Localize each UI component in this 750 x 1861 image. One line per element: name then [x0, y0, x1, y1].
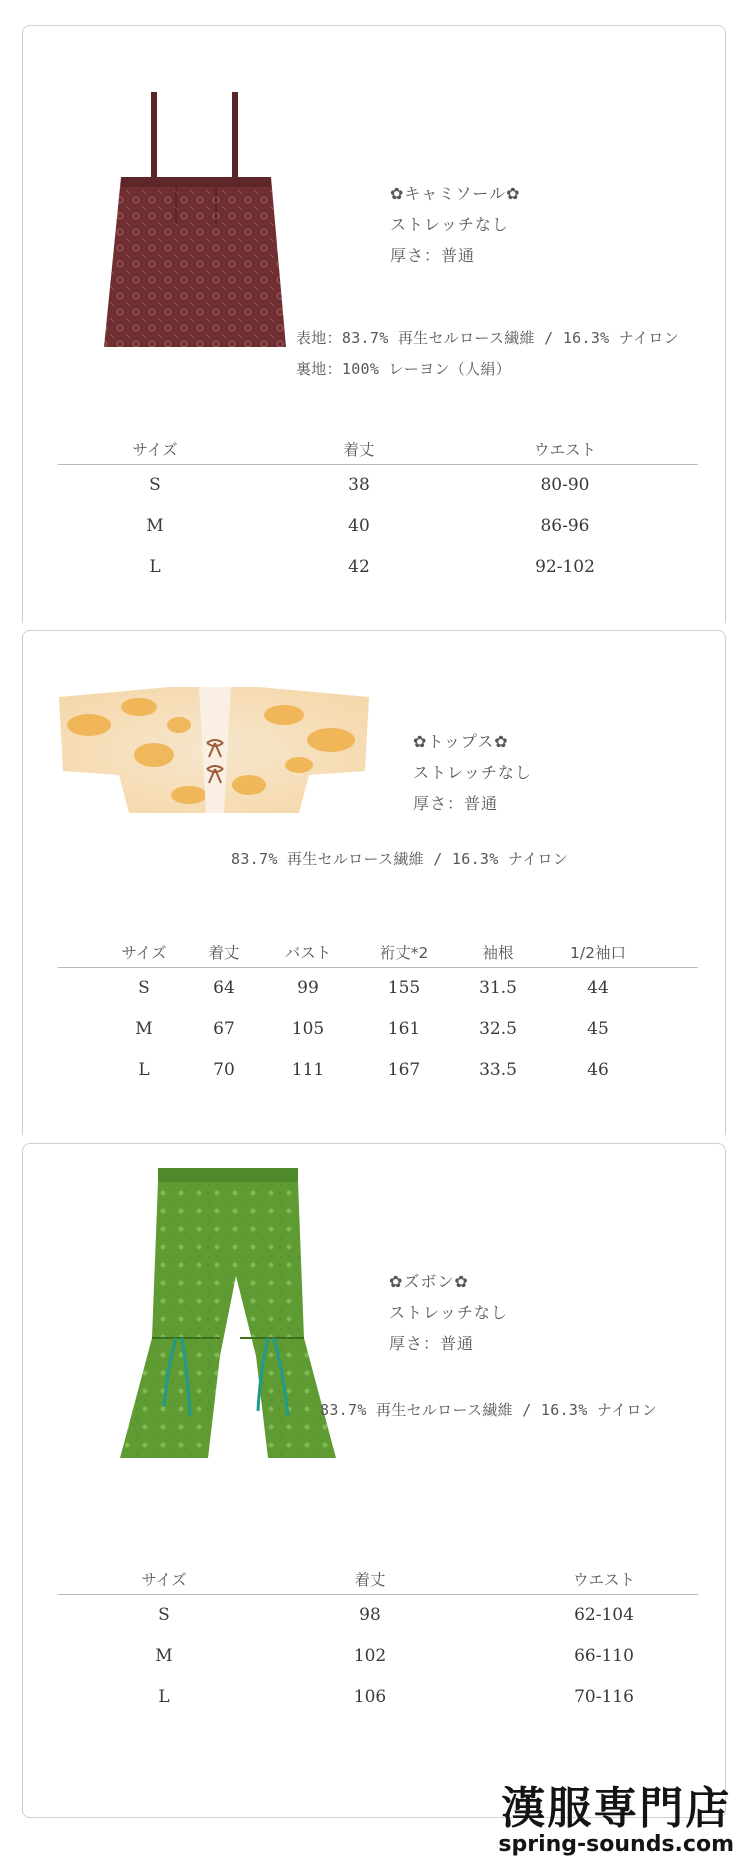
cell-length: 106 [353, 1687, 387, 1707]
cell-waist: 86-96 [540, 516, 590, 536]
camisole-fabric-outer: 表地：83.7% 再生セルロース繊維 / 16.3% ナイロン [296, 329, 679, 347]
cell-bust: 99 [297, 978, 319, 998]
table-row [58, 1677, 698, 1718]
cell-sleeve-length: 167 [387, 1060, 421, 1080]
tops-size-table [58, 941, 698, 1091]
cell-length: 67 [213, 1019, 235, 1039]
cell-size: S [149, 475, 161, 495]
header-cuff: 1/2袖口 [570, 944, 626, 962]
cell-length: 42 [348, 557, 370, 577]
cell-length: 64 [213, 978, 235, 998]
tops-card [22, 630, 726, 1135]
cell-waist: 80-90 [540, 475, 590, 495]
table-row [58, 1050, 698, 1091]
cell-cuff: 44 [587, 978, 609, 998]
tops-image [59, 685, 369, 825]
cell-size: S [158, 1605, 170, 1625]
cell-armhole: 31.5 [479, 978, 517, 998]
cell-sleeve-length: 161 [387, 1019, 421, 1039]
table-row [58, 506, 698, 547]
table-row [58, 1009, 698, 1050]
camisole-thickness: 厚さ：普通 [390, 246, 476, 265]
table-header [58, 1568, 698, 1595]
table-header [58, 941, 698, 968]
table-header [58, 438, 698, 465]
cell-size: L [158, 1687, 170, 1707]
header-sleeve-length: 裄丈*2 [379, 944, 429, 962]
header-waist: ウエスト [533, 441, 597, 459]
cell-length: 70 [213, 1060, 235, 1080]
shop-url: spring-sounds.com [498, 1832, 734, 1857]
camisole-fabric-lining: 裏地：100% レーヨン（人絹） [296, 360, 511, 378]
camisole-size-table [58, 438, 698, 588]
header-length: 着丈 [343, 441, 375, 459]
cell-waist: 92-102 [535, 557, 595, 577]
cell-cuff: 45 [587, 1019, 609, 1039]
camisole-image [96, 64, 296, 354]
header-size: サイズ [141, 1571, 187, 1589]
header-armhole: 袖根 [482, 944, 514, 962]
cell-waist: 70-116 [574, 1687, 634, 1707]
cell-sleeve-length: 155 [387, 978, 421, 998]
table-row [58, 1595, 698, 1636]
cell-cuff: 46 [587, 1060, 609, 1080]
cell-bust: 111 [291, 1060, 325, 1080]
table-row [58, 547, 698, 588]
cell-size: M [146, 516, 164, 536]
header-size: サイズ [132, 441, 178, 459]
tops-thickness: 厚さ：普通 [413, 794, 499, 813]
cell-bust: 105 [291, 1019, 325, 1039]
header-length: 着丈 [208, 944, 240, 962]
table-row [58, 1636, 698, 1677]
cell-size: M [135, 1019, 153, 1039]
tops-title: ✿トップス✿ [413, 732, 509, 751]
pants-image [118, 1166, 338, 1466]
shop-watermark [498, 1785, 734, 1857]
pants-title: ✿ズボン✿ [389, 1272, 469, 1291]
header-waist: ウエスト [572, 1571, 636, 1589]
pants-card [22, 1143, 726, 1818]
cell-size: S [138, 978, 150, 998]
pants-fabric: 83.7% 再生セルロース繊維 / 16.3% ナイロン [320, 1401, 658, 1419]
camisole-card [22, 25, 726, 623]
cell-size: L [138, 1060, 150, 1080]
pants-stretch: ストレッチなし [389, 1303, 508, 1322]
cell-size: M [155, 1646, 173, 1666]
camisole-title: ✿キャミソール✿ [390, 184, 521, 203]
pants-size-table [58, 1568, 698, 1718]
header-length: 着丈 [354, 1571, 386, 1589]
tops-stretch: ストレッチなし [413, 763, 532, 782]
cell-length: 40 [348, 516, 370, 536]
table-row [58, 968, 698, 1009]
cell-armhole: 33.5 [479, 1060, 517, 1080]
camisole-stretch: ストレッチなし [390, 215, 509, 234]
cell-length: 38 [348, 475, 370, 495]
cell-waist: 66-110 [574, 1646, 634, 1666]
cell-length: 98 [359, 1605, 381, 1625]
cell-length: 102 [353, 1646, 387, 1666]
pants-thickness: 厚さ：普通 [389, 1334, 475, 1353]
cell-waist: 62-104 [574, 1605, 634, 1625]
header-size: サイズ [121, 944, 167, 962]
cell-armhole: 32.5 [479, 1019, 517, 1039]
cell-size: L [149, 557, 161, 577]
table-row [58, 465, 698, 506]
tops-fabric: 83.7% 再生セルロース繊維 / 16.3% ナイロン [231, 850, 569, 868]
header-bust: バスト [284, 944, 332, 962]
shop-name: 漢服専門店 [501, 1783, 732, 1834]
